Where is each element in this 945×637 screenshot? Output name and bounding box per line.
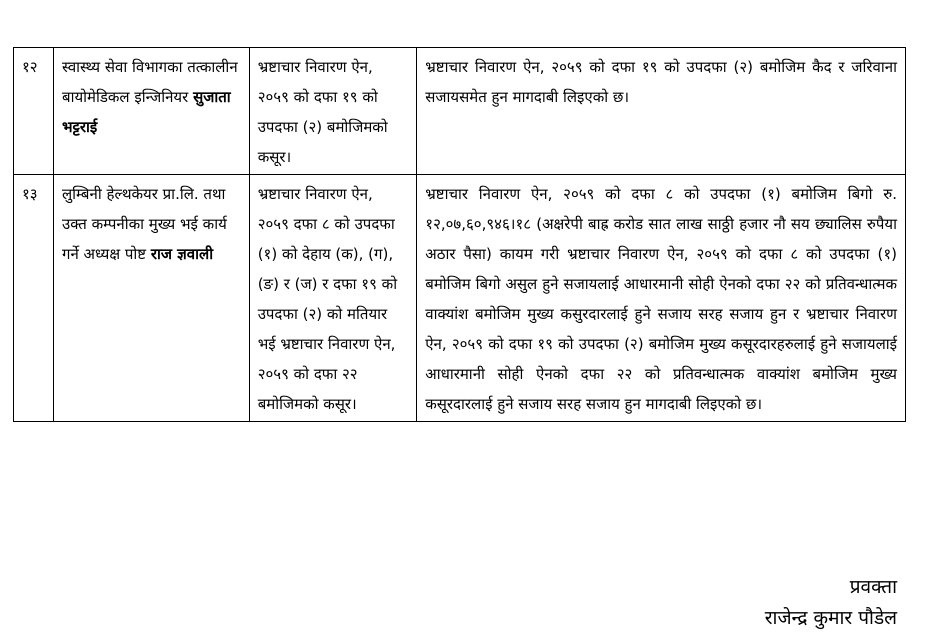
case-table xyxy=(13,47,906,422)
charge-cell: भ्रष्टाचार निवारण ऐन, २०५९ दफा ८ को उपदफा (१) को देहाय (क), (ग), (ङ) र (ज) र दफा १९ को उपदफा (२) को मतियार भई भ्रष्टाचार निवारण ऐन, २०५९ को दफा २२ बमोजिमको कसूर। xyxy=(249,175,417,422)
defendant-name: राज ज्ञवाली xyxy=(150,245,214,263)
signature-block xyxy=(765,572,897,634)
claim-cell: भ्रष्टाचार निवारण ऐन, २०५९ को दफा ८ को उपदफा (१) बमोजिम बिगो रु. १२,०७,६०,९४६।१८ (अक्षरेपी बाह्र करोड सात लाख साठ्ठी हजार नौ सय छ्यालिस रुपैया अठार पैसा) कायम गरी भ्रष्टाचार निवारण ऐन, २०५९ को दफा ८ को उपदफा (१) बमोजिम बिगो असुल हुने सजायलाई आधारमानी सोही ऐनको दफा २२ को प्रतिवन्धात्मक वाक्यांश बमोजिम मुख्य कसुरदारलाई हुने सजाय सरह सजाय हुन र भ्रष्टाचार निवारण ऐन, २०५९ को दफा १९ को उपदफा (२) बमोजिम मुख्य कसूरदारहरुलाई हुने सजायलाई आधारमानी सोही ऐनको दफा २२ को प्रतिवन्धात्मक वाक्यांश बमोजिम मुख्य कसूरदारलाई हुने सजाय सरह सजाय हुन मागदाबी लिइएको छ। xyxy=(417,175,906,422)
signature-name: राजेन्द्र कुमार पौडेल xyxy=(764,607,897,629)
defendant-name: सुजाता भट्टराई xyxy=(62,88,231,136)
row-number: १३ xyxy=(14,175,54,422)
defendant-designation: लुम्बिनी हेल्थकेयर प्रा.लि. तथा उक्त कम्पनीका मुख्य भई कार्य गर्ने अध्यक्ष पोष्ट xyxy=(62,185,227,263)
charge-cell: भ्रष्टाचार निवारण ऐन, २०५९ को दफा १९ को उपदफा (२) बमोजिमको कसूर। xyxy=(249,48,417,175)
table-row xyxy=(14,175,906,422)
table-row xyxy=(14,48,906,175)
claim-cell: भ्रष्टाचार निवारण ऐन, २०५९ को दफा १९ को उपदफा (२) बमोजिम कैद र जरिवाना सजायसमेत हुन मागदाबी लिइएको छ। xyxy=(417,48,906,175)
defendant-cell xyxy=(54,175,250,422)
row-number: १२ xyxy=(14,48,54,175)
defendant-designation: स्वास्थ्य सेवा विभागका तत्कालीन बायोमेडिकल इन्जिनियर xyxy=(62,58,238,106)
signature-title: प्रवक्ता xyxy=(849,576,897,598)
defendant-cell xyxy=(54,48,250,175)
